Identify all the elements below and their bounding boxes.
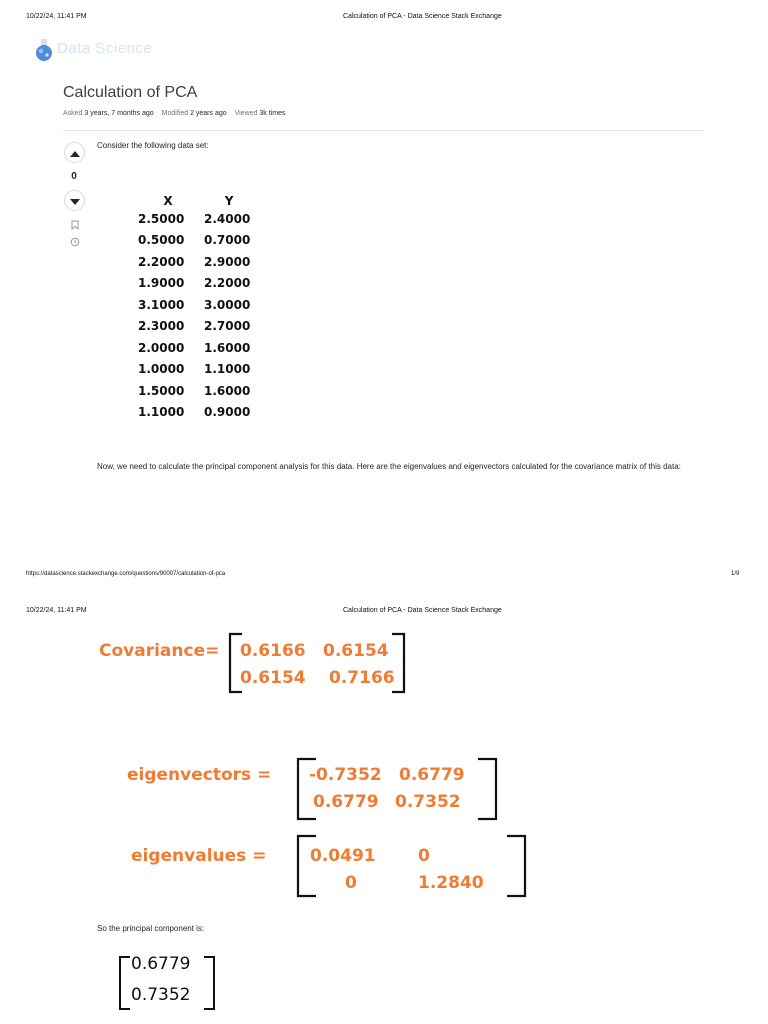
print-footer-page: 1/9: [731, 571, 740, 577]
table-row: [135, 402, 257, 424]
table-row: [135, 230, 257, 252]
covariance-bracket-right: [390, 632, 408, 694]
principal-component-r1: 0.6779: [131, 954, 191, 974]
eigenvalues-r1c2: 0: [418, 846, 430, 866]
pc-bracket-left: [116, 955, 132, 1011]
table-cell-x: 1.1000: [138, 405, 185, 420]
table-cell-y: 1.6000: [204, 340, 251, 355]
logo-icon: [34, 37, 56, 63]
table-cell-x: 1.0000: [138, 362, 185, 377]
covariance-r2c1: 0.6154: [240, 668, 306, 688]
eigenvectors-r2c1: 0.6779: [313, 792, 379, 812]
eigenvalues-label: eigenvalues =: [131, 846, 267, 866]
table-cell-y: 2.7000: [204, 319, 251, 334]
column-header-x: X: [163, 193, 173, 208]
table-row: [135, 337, 257, 359]
covariance-label: Covariance=: [99, 641, 220, 661]
eigenvectors-bracket-right: [476, 757, 500, 821]
logo-text: Data Science: [57, 40, 153, 57]
table-body: [135, 208, 257, 423]
viewed-label: Viewed: [234, 110, 258, 117]
bookmark-icon: [71, 217, 79, 235]
pc-bracket-right: [202, 955, 218, 1011]
table-cell-x: 3.1000: [138, 297, 185, 312]
question-intro: Consider the following data set:: [97, 141, 209, 150]
table-cell-x: 2.0000: [138, 340, 185, 355]
timeline-button[interactable]: [69, 237, 81, 249]
table-row: [135, 380, 257, 402]
modified-label: Modified: [161, 110, 189, 117]
bookmark-button[interactable]: [69, 220, 81, 232]
eigenvalues-bracket-left: [294, 834, 318, 898]
asked-label: Asked: [63, 110, 83, 117]
eigenvectors-r1c2: 0.6779: [399, 765, 465, 785]
table-cell-y: 0.7000: [204, 233, 251, 248]
covariance-r1c2: 0.6154: [323, 641, 389, 661]
column-header-y: Y: [224, 193, 234, 208]
table-cell-y: 2.2000: [204, 276, 251, 291]
table-cell-y: 3.0000: [204, 297, 251, 312]
print-header-datetime: 10/22/24, 11:41 PM: [26, 13, 87, 20]
table-header-row: [135, 193, 257, 208]
dataset-table: [135, 193, 257, 423]
table-cell-x: 1.5000: [138, 383, 185, 398]
table-row: [135, 251, 257, 273]
table-row: [135, 316, 257, 338]
table-row: [135, 294, 257, 316]
downvote-button[interactable]: [64, 190, 85, 211]
modified-value[interactable]: 2 years ago: [190, 110, 227, 117]
eigenvectors-label: eigenvectors =: [127, 765, 272, 785]
table-cell-x: 2.3000: [138, 319, 185, 334]
vote-count: 0: [71, 171, 77, 182]
eigenvectors-r1c1: -0.7352: [309, 765, 382, 785]
eigenvalues-bracket-right: [505, 834, 529, 898]
eigenvalues-r2c2: 1.2840: [418, 873, 484, 893]
upvote-icon: [70, 144, 80, 162]
table-cell-x: 0.5000: [138, 233, 185, 248]
site-logo[interactable]: [34, 37, 174, 63]
viewed-value: 3k times: [259, 110, 286, 117]
table-cell-y: 1.6000: [204, 383, 251, 398]
question-paragraph: Now, we need to calculate the principal component analysis for this data. Here are the eigenvalues and eigenvectors calculated for the covariance matrix of this data:: [97, 462, 681, 471]
downvote-icon: [70, 192, 80, 210]
eigenvectors-r2c2: 0.7352: [395, 792, 461, 812]
table-cell-y: 0.9000: [204, 405, 251, 420]
title-divider: [63, 130, 704, 131]
table-row: [135, 273, 257, 295]
table-cell-x: 2.5000: [138, 211, 185, 226]
table-cell-y: 2.4000: [204, 211, 251, 226]
eigenvalues-r2c1: 0: [345, 873, 357, 893]
principal-component-text: So the principal component is:: [97, 924, 205, 933]
print-footer-url: https://datascience.stackexchange.com/questions/90007/calculation-of-pca: [26, 571, 226, 577]
print-header-title-2: Calculation of PCA - Data Science Stack Exchange: [343, 607, 502, 614]
question-meta: [63, 110, 291, 117]
print-header-title: Calculation of PCA - Data Science Stack Exchange: [343, 13, 502, 20]
covariance-r1c1: 0.6166: [240, 641, 306, 661]
table-cell-y: 1.1000: [204, 362, 251, 377]
table-cell-x: 1.9000: [138, 276, 185, 291]
principal-component-r2: 0.7352: [131, 985, 191, 1005]
asked-value: 3 years, 7 months ago: [84, 110, 154, 117]
table-row: [135, 208, 257, 230]
upvote-button[interactable]: [64, 142, 85, 163]
table-cell-x: 2.2000: [138, 254, 185, 269]
question-title[interactable]: Calculation of PCA: [63, 84, 198, 101]
table-cell-y: 2.9000: [204, 254, 251, 269]
eigenvalues-r1c1: 0.0491: [310, 846, 376, 866]
table-row: [135, 359, 257, 381]
print-header-datetime-2: 10/22/24, 11:41 PM: [26, 607, 87, 614]
history-icon: [70, 234, 80, 252]
covariance-r2c2: 0.7166: [329, 668, 395, 688]
